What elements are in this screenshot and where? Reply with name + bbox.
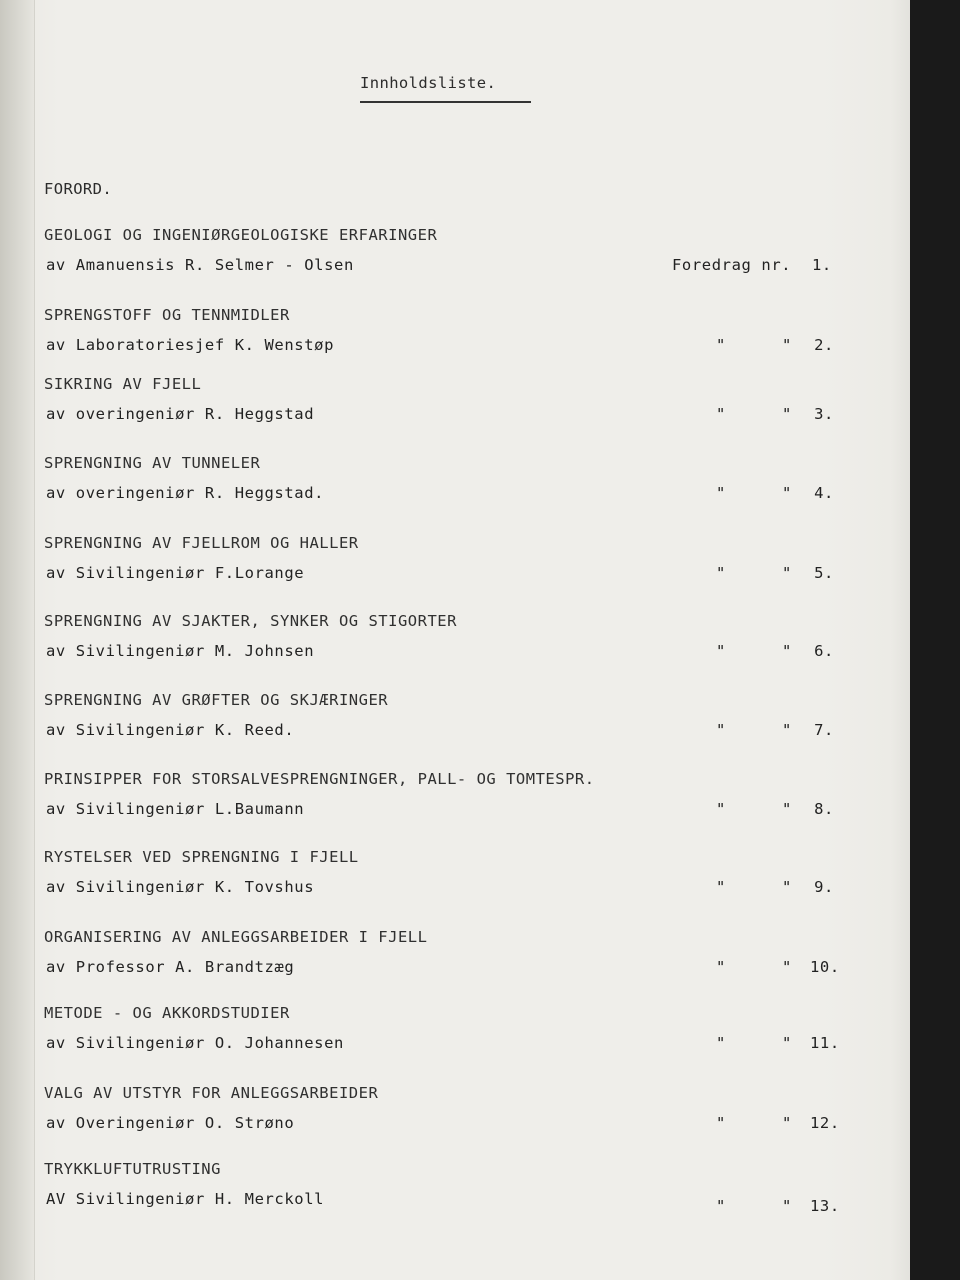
entry-author: av Laboratoriesjef K. Wenstøp	[46, 336, 335, 354]
toc-entry	[44, 1084, 844, 1144]
toc-entry	[44, 848, 844, 908]
entry-author: av Amanuensis R. Selmer - Olsen	[46, 256, 354, 274]
ditto-mark: "	[782, 958, 792, 976]
ditto-mark: "	[716, 1114, 726, 1132]
lecture-number: 10.	[810, 958, 840, 976]
ditto-mark: "	[716, 800, 726, 818]
toc-entry	[44, 612, 844, 672]
toc-entry	[44, 454, 844, 514]
entry-author: av Overingeniør O. Strøno	[46, 1114, 295, 1132]
ditto-mark: "	[782, 336, 792, 354]
ditto-mark: "	[716, 336, 726, 354]
toc-entry	[44, 1160, 844, 1220]
page-binding	[0, 0, 35, 1280]
ditto-mark: "	[716, 1197, 726, 1215]
title-underline	[360, 101, 531, 103]
toc-entry	[44, 691, 844, 751]
entry-heading: SPRENGNING AV TUNNELER	[44, 454, 261, 472]
entry-author: av Professor A. Brandtzæg	[46, 958, 295, 976]
entry-heading: GEOLOGI OG INGENIØRGEOLOGISKE ERFARINGER	[44, 226, 438, 244]
entry-author: av Sivilingeniør M. Johnsen	[46, 642, 315, 660]
page-title: Innholdsliste.	[360, 74, 497, 92]
lecture-number: 7.	[814, 721, 834, 739]
ditto-mark: "	[716, 484, 726, 502]
ditto-mark: "	[716, 878, 726, 896]
ditto-mark: "	[782, 564, 792, 582]
entry-heading: SIKRING AV FJELL	[44, 375, 202, 393]
lecture-number: 13.	[810, 1197, 840, 1215]
ditto-mark: "	[716, 405, 726, 423]
lecture-number: 5.	[814, 564, 834, 582]
entry-heading: SPRENGSTOFF OG TENNMIDLER	[44, 306, 290, 324]
entry-author: av Sivilingeniør K. Tovshus	[46, 878, 315, 896]
entry-heading: RYSTELSER VED SPRENGNING I FJELL	[44, 848, 359, 866]
ditto-mark: "	[716, 721, 726, 739]
foreword-heading: FORORD.	[44, 180, 113, 198]
lecture-number: 12.	[810, 1114, 840, 1132]
entry-author: AV Sivilingeniør H. Merckoll	[46, 1190, 325, 1208]
entry-heading: PRINSIPPER FOR STORSALVESPRENGNINGER, PALL- OG TOMTESPR.	[44, 770, 595, 788]
entry-heading: SPRENGNING AV FJELLROM OG HALLER	[44, 534, 359, 552]
entry-heading: SPRENGNING AV SJAKTER, SYNKER OG STIGORTER	[44, 612, 457, 630]
entry-heading: TRYKKLUFTUTRUSTING	[44, 1160, 221, 1178]
lecture-number: 11.	[810, 1034, 840, 1052]
ditto-mark: "	[782, 800, 792, 818]
toc-entry	[44, 306, 844, 366]
toc-entry	[44, 1004, 844, 1064]
ditto-mark: "	[782, 405, 792, 423]
entry-heading: SPRENGNING AV GRØFTER OG SKJÆRINGER	[44, 691, 389, 709]
ditto-mark: "	[716, 958, 726, 976]
entry-author: av overingeniør R. Heggstad	[46, 405, 315, 423]
toc-entry	[44, 770, 844, 830]
ditto-mark: "	[716, 1034, 726, 1052]
entry-heading: ORGANISERING AV ANLEGGSARBEIDER I FJELL	[44, 928, 428, 946]
ditto-mark: "	[782, 1197, 792, 1215]
ditto-mark: "	[716, 642, 726, 660]
ditto-mark: "	[782, 642, 792, 660]
lecture-number: 9.	[814, 878, 834, 896]
ditto-mark: "	[782, 1114, 792, 1132]
toc-entry	[44, 375, 844, 435]
lecture-number: 8.	[814, 800, 834, 818]
ditto-mark: "	[782, 484, 792, 502]
entry-author: av Sivilingeniør L.Baumann	[46, 800, 305, 818]
entry-heading: VALG AV UTSTYR FOR ANLEGGSARBEIDER	[44, 1084, 379, 1102]
entry-author: av Sivilingeniør F.Lorange	[46, 564, 305, 582]
toc-entry	[44, 226, 844, 286]
toc-entry	[44, 534, 844, 594]
ditto-mark: "	[716, 564, 726, 582]
lecture-number: 2.	[814, 336, 834, 354]
entry-heading: METODE - OG AKKORDSTUDIER	[44, 1004, 290, 1022]
ditto-mark: "	[782, 1034, 792, 1052]
toc-entry	[44, 928, 844, 988]
lecture-number: 3.	[814, 405, 834, 423]
lecture-number: 4.	[814, 484, 834, 502]
ditto-mark: "	[782, 721, 792, 739]
entry-author: av Sivilingeniør K. Reed.	[46, 721, 295, 739]
ditto-mark: "	[782, 878, 792, 896]
entry-author: av Sivilingeniør O. Johannesen	[46, 1034, 344, 1052]
lecture-number: 1.	[812, 256, 832, 274]
lecture-number: 6.	[814, 642, 834, 660]
lecture-label: Foredrag nr.	[672, 256, 792, 274]
entry-author: av overingeniør R. Heggstad.	[46, 484, 325, 502]
